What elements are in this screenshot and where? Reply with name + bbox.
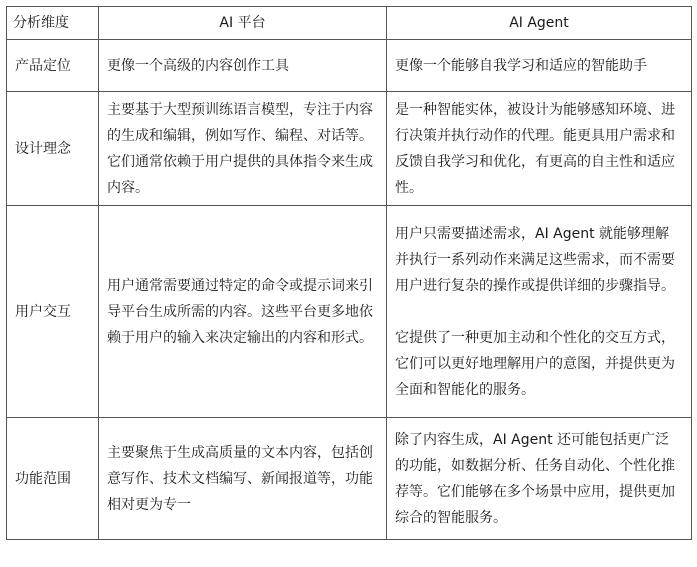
row-dimension: 产品定位: [7, 40, 99, 92]
row-dimension: 功能范围: [7, 418, 99, 540]
header-ai-platform: AI 平台: [99, 7, 387, 40]
platform-cell: 主要基于大型预训练语言模型，专注于内容的生成和编辑，例如写作、编程、对话等。它们通常依赖于用户提供的具体指令来生成内容。: [99, 92, 387, 206]
header-ai-agent: AI Agent: [387, 7, 692, 40]
platform-cell: 主要聚焦于生成高质量的文本内容，包括创意写作、技术文档编写、新闻报道等，功能相对更为专一: [99, 418, 387, 540]
agent-cell: [387, 92, 692, 206]
agent-paragraph: 用户只需要描述需求，AI Agent 就能够理解并执行一系列动作来满足这些需求，而不需要用户进行复杂的操作或提供详细的步骤指导。: [395, 225, 675, 294]
comparison-table: [6, 6, 692, 540]
agent-cell: [387, 40, 692, 92]
agent-cell: [387, 206, 692, 418]
agent-paragraph: 是一种智能实体，被设计为能够感知环境、进行决策并执行动作的代理。能更具用户需求和反馈自我学习和优化，有更高的自主性和适应性。: [395, 101, 675, 196]
paragraph-spacer: [395, 299, 683, 325]
agent-paragraph: 更像一个能够自我学习和适应的智能助手: [395, 57, 647, 74]
header-dimension: 分析维度: [7, 7, 99, 40]
platform-cell: 更像一个高级的内容创作工具: [99, 40, 387, 92]
agent-cell: [387, 418, 692, 540]
row-dimension: 设计理念: [7, 92, 99, 206]
table-row: [7, 40, 692, 92]
table-row: [7, 418, 692, 540]
table-header-row: [7, 7, 692, 40]
table-row: [7, 206, 692, 418]
agent-paragraph: 除了内容生成，AI Agent 还可能包括更广泛的功能，如数据分析、任务自动化、个性化推荐等。它们能够在多个场景中应用，提供更加综合的智能服务。: [395, 431, 675, 526]
agent-paragraph: 它提供了一种更加主动和个性化的交互方式，它们可以更好地理解用户的意图，并提供更为全面和智能化的服务。: [395, 329, 675, 398]
platform-cell: 用户通常需要通过特定的命令或提示词来引导平台生成所需的内容。这些平台更多地依赖于用户的输入来决定输出的内容和形式。: [99, 206, 387, 418]
table-row: [7, 92, 692, 206]
row-dimension: 用户交互: [7, 206, 99, 418]
